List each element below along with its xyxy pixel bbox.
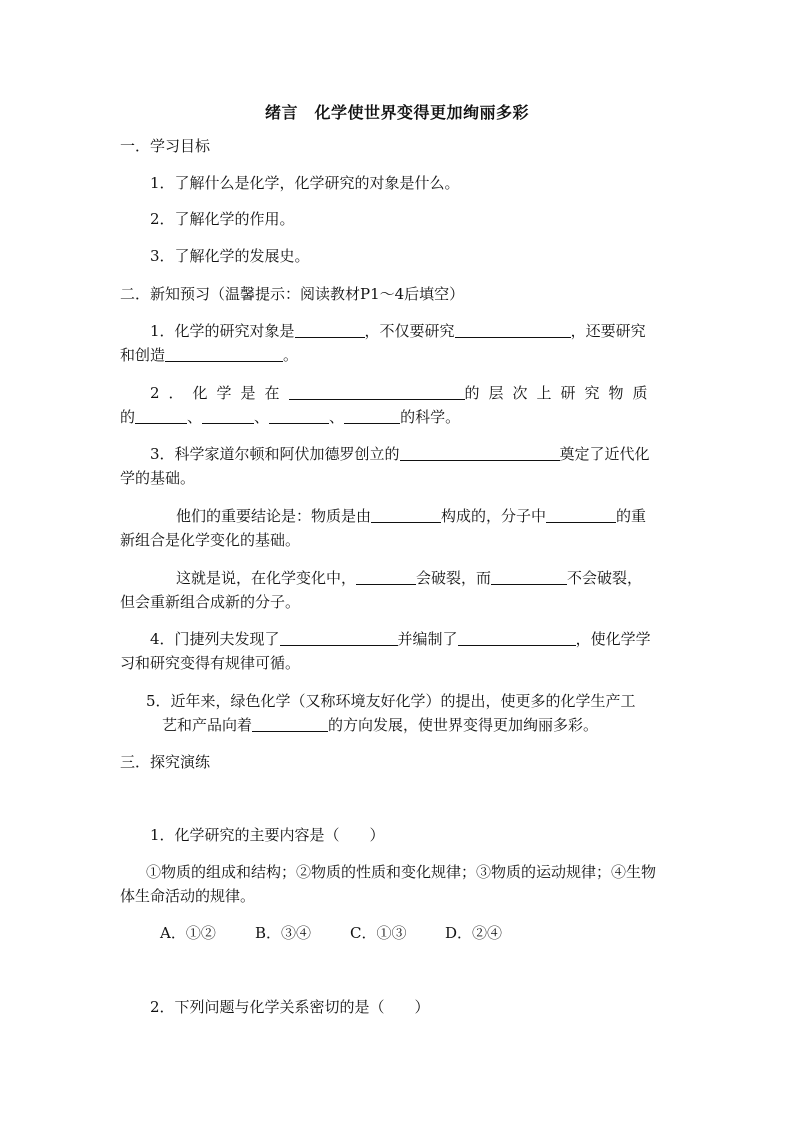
preview-q1-text-e: 。	[283, 346, 299, 364]
blank-field[interactable]	[356, 568, 416, 585]
preview-q3b-text-a: 他们的重要结论是：物质是由	[176, 507, 372, 525]
objective-item-1: 1．了解什么是化学，化学研究的对象是什么。	[150, 174, 460, 192]
page-title: 绪言 化学使世界变得更加绚丽多彩	[264, 103, 529, 122]
blank-field[interactable]	[202, 407, 254, 424]
preview-q5-line1: 5．近年来，绿色化学（又称环境友好化学）的提出，使更多的化学生产工	[146, 692, 636, 710]
blank-field[interactable]	[491, 568, 567, 585]
option-c[interactable]: C．①③	[350, 924, 407, 942]
blank-field[interactable]	[371, 506, 441, 523]
preview-q2-text-b: 的层次上研究物质	[464, 384, 657, 402]
preview-q3-line2: 学的基础。	[120, 469, 196, 487]
blank-field[interactable]	[400, 444, 560, 461]
preview-q2-line2	[120, 406, 676, 428]
preview-q5-text-c: 的方向发展，使世界变得更加绚丽多彩。	[328, 716, 599, 734]
separator: 、	[187, 408, 203, 426]
objective-item-2: 2．了解化学的作用。	[150, 210, 295, 228]
preview-q3-line1	[150, 443, 706, 465]
preview-q3b-text-b: 构成的，分子中	[441, 507, 547, 525]
blank-field[interactable]	[280, 629, 398, 646]
preview-q3c-text-b: 会破裂，而	[416, 569, 492, 587]
preview-q3c-text-a: 这就是说，在化学变化中，	[176, 569, 357, 587]
preview-q5-text-b: 艺和产品向着	[162, 716, 253, 734]
preview-q3-text-a: 3．科学家道尔顿和阿伏加德罗创立的	[150, 445, 400, 463]
section-heading-preview: 二．新知预习（温馨提示：阅读教材P1～4后填空）	[120, 285, 465, 303]
separator: 、	[254, 408, 270, 426]
preview-q2-text-d: 的科学。	[400, 408, 461, 426]
option-a[interactable]: A．①②	[160, 924, 216, 942]
practice-q1-desc-line2: 体生命活动的规律。	[120, 887, 256, 905]
preview-q1-line2	[120, 344, 676, 366]
blank-field[interactable]	[269, 407, 329, 424]
practice-q1-desc-line1: ①物质的组成和结构；②物质的性质和变化规律；③物质的运动规律；④生物	[146, 863, 657, 881]
preview-q3c-line2: 但会重新组合成新的分子。	[120, 593, 301, 611]
objective-item-3: 3．了解化学的发展史。	[150, 247, 310, 265]
preview-q3b-line2: 新组合是化学变化的基础。	[120, 531, 301, 549]
option-d[interactable]: D．②④	[445, 924, 503, 942]
preview-q2-text-c: 的	[120, 408, 136, 426]
preview-q5-line2	[162, 714, 718, 736]
preview-q4-text-c: ，使化学学	[575, 630, 651, 648]
preview-q4-line1	[150, 628, 706, 650]
preview-q1-text-a: 1．化学的研究对象是	[150, 322, 295, 340]
practice-q2-stem: 2．下列问题与化学关系密切的是（ ）	[150, 998, 430, 1016]
blank-field[interactable]	[344, 407, 400, 424]
blank-field[interactable]	[289, 383, 465, 400]
blank-field[interactable]	[135, 407, 187, 424]
section-heading-practice: 三．探究演练	[120, 753, 211, 771]
blank-field[interactable]	[458, 629, 576, 646]
blank-field[interactable]	[295, 321, 365, 338]
preview-q1-text-c: ，还要研究	[570, 322, 646, 340]
preview-q2-line1	[150, 382, 676, 404]
practice-q1-stem: 1．化学研究的主要内容是（ ）	[150, 826, 385, 844]
option-b[interactable]: B．③④	[255, 924, 312, 942]
preview-q1-text-d: 和创造	[120, 346, 166, 364]
preview-q3b-text-c: 的重	[616, 507, 647, 525]
preview-q3-text-b: 奠定了近代化	[559, 445, 650, 463]
preview-q4-text-b: 并编制了	[397, 630, 458, 648]
preview-q1-text-b: ，不仅要研究	[364, 322, 455, 340]
blank-field[interactable]	[165, 345, 283, 362]
blank-field[interactable]	[546, 506, 616, 523]
separator: 、	[329, 408, 345, 426]
preview-q3c-text-c: 不会破裂，	[567, 569, 643, 587]
preview-q4-line2: 习和研究变得有规律可循。	[120, 654, 301, 672]
preview-q4-text-a: 4．门捷列夫发现了	[150, 630, 280, 648]
preview-q1-line1	[150, 320, 706, 342]
preview-q2-text-a: 2．化学是在	[150, 384, 289, 402]
preview-q3c-line1	[176, 567, 732, 589]
section-heading-objectives: 一．学习目标	[120, 137, 211, 155]
blank-field[interactable]	[455, 321, 571, 338]
preview-q3b-line1	[176, 505, 732, 527]
blank-field[interactable]	[252, 715, 328, 732]
practice-q1-options	[160, 922, 716, 944]
